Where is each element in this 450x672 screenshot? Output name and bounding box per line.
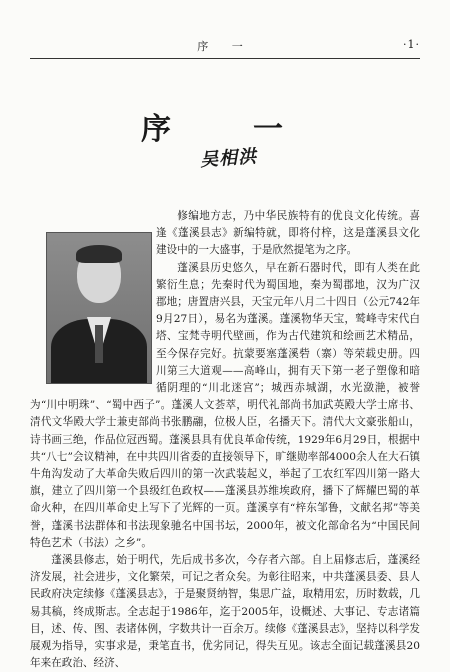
paragraph: 蓬溪县修志，始于明代，先后成书多次，今存者六部。自上届修志后，蓬溪经济发展，社会进步，文化繁荣，可记之者众矣。为彰往昭来，中共蓬溪县委、县人民政府决定续修《蓬溪县志》，于是聚贤纳智，集思广益，取精用宏，历时数载，几易其稿，终成斯志。全志起于1986年，迄于2005年，设概述、大事记、专志诸篇目，述、传、图、表诸体例，字数共计一百余万。续修《蓬溪县志》，坚持以科学发展观为指导，实事求是，秉笔直书，优劣同记，得失互见。该志全面记载蓬溪县20年来在政治、经济、 <box>30 554 420 670</box>
page-title: 序 一 <box>141 112 309 147</box>
running-header <box>30 38 420 56</box>
paragraph: 修编地方志，乃中华民族特有的优良文化传统。喜逢《蓬溪县志》新编特就，即将付梓，这是蓬溪县文化建设中的一大盛事，于是欣然提笔为之序。 <box>156 210 420 257</box>
header-rule <box>30 58 420 59</box>
author-signature: 吴相洪 <box>199 146 258 171</box>
header-title: 序 一 <box>197 40 253 53</box>
page-number: ·1· <box>403 38 420 51</box>
paragraph: 蓬溪县历史悠久，早在新石器时代，即有人类在此繁衍生息；先秦时代为蜀国地，秦为蜀郡地，汉为广汉郡地；唐置唐兴县，天宝元年八月二十四日（公元742年9月27日），易名为蓬溪。蓬溪物华天宝，鹫峰寺宋代白塔、宝梵寺明代壁画，作为古代建筑和绘画艺术精品，至今保存完好。抗蒙要塞蓬溪砦（寨）等荣载史册。四川第三大道观——高峰山，拥有天下第一老子塑像和暗循阴理的“川北迷宫”；城西赤城湖，水光潋滟，被誉为“川中明珠”、“蜀中西子”。蓬溪人文荟萃，明代礼部尚书加武英殿大学士席书、清代文华殿大学士兼吏部尚书张鹏翮，位极人臣，名播天下。清代大文豪张船山，诗书画三绝，作品位冠西蜀。蓬溪县具有优良革命传统，1929年6月29日，根据中共“八七”会议精神，在中共四川省委的直接领导下，旷继勋率部4000余人在大石镇牛角沟发动了大革命失败后四川的第一次武装起义，举起了工农红军四川第一路大旗，建立了四川第一个县级红色政权——蓬溪县苏维埃政府，播下了辉耀巴蜀的革命火种，在四川革命史上写下了光辉的一页。蓬溪享有“梓东邹鲁，文献名邦”等美誉，蓬溪书法群体和书法现象驰名中国书坛，2000年，被文化部命名为“中国民间特色艺术（书法）之乡”。 <box>30 261 420 549</box>
preface-body <box>30 208 420 672</box>
